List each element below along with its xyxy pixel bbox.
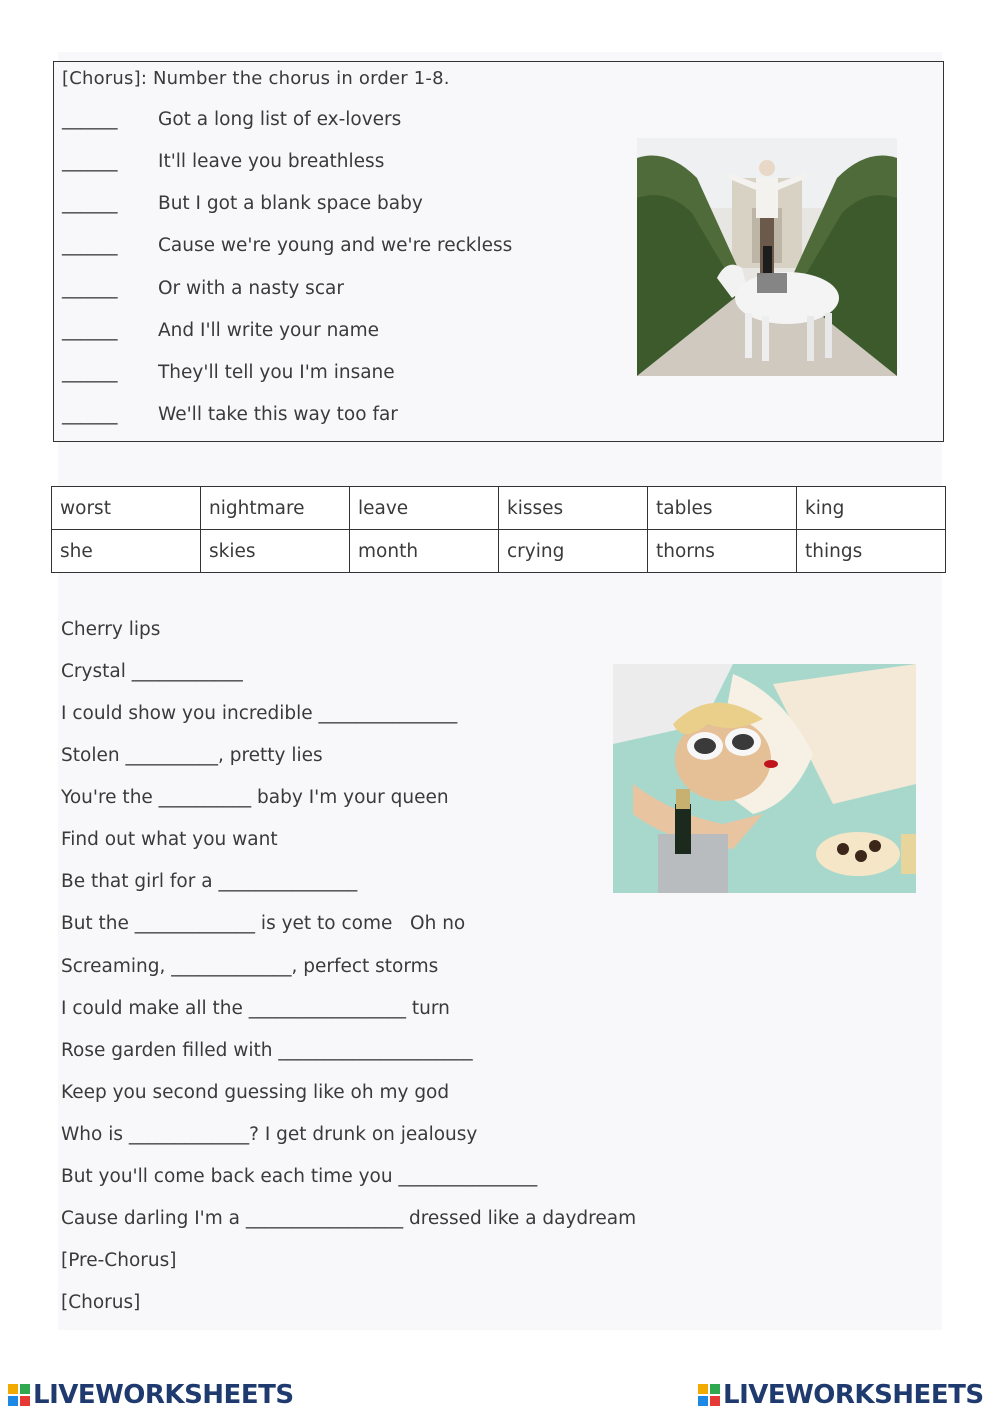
lyric-line[interactable]: I could make all the _________________ turn	[61, 998, 450, 1019]
word-cell: kisses	[499, 487, 648, 530]
word-cell: month	[350, 530, 499, 573]
lyric-line[interactable]: Screaming, _____________, perfect storms	[61, 956, 439, 977]
logo-text: LIVEWORKSHEETS	[723, 1380, 984, 1410]
chorus-line: ______ We'll take this way too far	[62, 404, 398, 425]
lyric-line: Find out what you want	[61, 829, 278, 850]
word-cell: crying	[499, 530, 648, 573]
lyric-line[interactable]: Stolen __________, pretty lies	[61, 745, 323, 766]
table-row	[52, 530, 946, 573]
word-cell: she	[52, 530, 201, 573]
liveworksheets-logo-right	[698, 1381, 984, 1409]
lyric-line: Cherry lips	[61, 619, 161, 640]
chorus-line: ______ Or with a nasty scar	[62, 278, 344, 299]
word-bank-table	[51, 486, 946, 573]
order-blank[interactable]: ______	[62, 404, 118, 425]
lyric-line[interactable]: Crystal ____________	[61, 661, 243, 682]
lyric-line[interactable]: I could show you incredible _______________	[61, 703, 458, 724]
table-row	[52, 487, 946, 530]
word-cell: skies	[201, 530, 350, 573]
word-cell: tables	[648, 487, 797, 530]
lyric-line[interactable]: Who is _____________? I get drunk on jealousy	[61, 1124, 478, 1145]
chorus-line: ______ It'll leave you breathless	[62, 151, 385, 172]
lyric-line: Keep you second guessing like oh my god	[61, 1082, 450, 1103]
word-cell: worst	[52, 487, 201, 530]
order-blank[interactable]: ______	[62, 235, 118, 256]
picnic-photo	[613, 664, 916, 893]
word-cell: things	[797, 530, 946, 573]
chorus-line: ______ And I'll write your name	[62, 320, 380, 341]
lyric-line[interactable]: Cause darling I'm a _________________ dressed like a daydream	[61, 1208, 637, 1229]
order-blank[interactable]: ______	[62, 193, 118, 214]
chorus-line: ______ But I got a blank space baby	[62, 193, 423, 214]
lyric-line[interactable]: Be that girl for a _______________	[61, 871, 358, 892]
word-cell: nightmare	[201, 487, 350, 530]
order-blank[interactable]: ______	[62, 320, 118, 341]
order-blank[interactable]: ______	[62, 278, 118, 299]
chorus-instructions: [Chorus]: Number the chorus in order 1-8.	[62, 68, 450, 89]
lyric-line[interactable]: Rose garden filled with _____________________	[61, 1040, 473, 1061]
word-cell: leave	[350, 487, 499, 530]
order-blank[interactable]: ______	[62, 109, 118, 130]
logo-text: LIVEWORKSHEETS	[33, 1380, 294, 1410]
order-blank[interactable]: ______	[62, 151, 118, 172]
horse-photo	[637, 138, 897, 376]
liveworksheets-logo-icon	[8, 1384, 30, 1406]
liveworksheets-logo-left	[8, 1381, 294, 1409]
word-cell: thorns	[648, 530, 797, 573]
liveworksheets-logo-icon	[698, 1384, 720, 1406]
lyric-line[interactable]: But you'll come back each time you _______________	[61, 1166, 538, 1187]
chorus-line: ______ Cause we're young and we're reckless	[62, 235, 513, 256]
order-blank[interactable]: ______	[62, 362, 118, 383]
word-cell: king	[797, 487, 946, 530]
lyric-line: [Pre-Chorus]	[61, 1250, 177, 1271]
chorus-line: ______ Got a long list of ex-lovers	[62, 109, 402, 130]
lyric-line: [Chorus]	[61, 1292, 141, 1313]
lyric-line[interactable]: But the _____________ is yet to come Oh no	[61, 913, 466, 934]
chorus-line: ______ They'll tell you I'm insane	[62, 362, 395, 383]
lyric-line[interactable]: You're the __________ baby I'm your queen	[61, 787, 449, 808]
